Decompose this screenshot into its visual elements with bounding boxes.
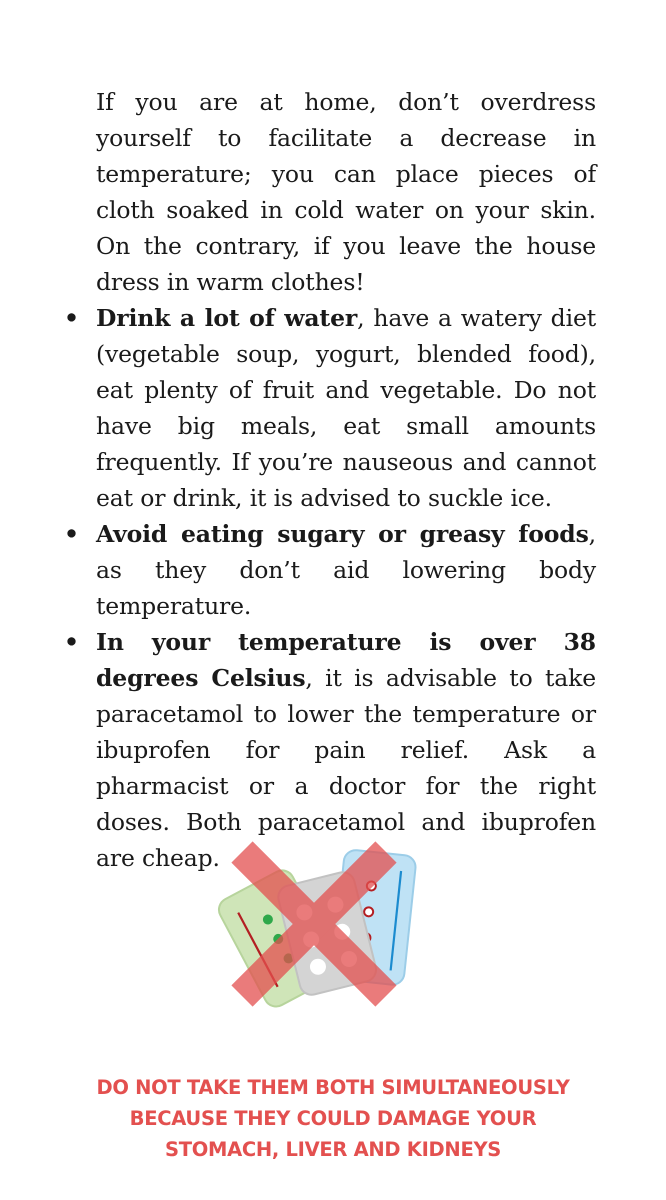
body-text bbox=[64, 84, 596, 876]
crossed-out-medicine-packs-icon bbox=[210, 838, 420, 1008]
bullet-text: , it is advisable to take paracetamol to lower the temperature or ibuprofen for pain relief. Ask a pharmacist or a doctor for the right doses. Both paracetamol and ibuprofen are cheap. bbox=[96, 664, 596, 872]
bullet-icon: • bbox=[64, 520, 79, 548]
bullet-text: , have a watery diet (vegetable soup, yogurt, blended food), eat plenty of fruit and vegetable. Do not have big meals, eat small amounts frequently. If you’re nauseous and cannot eat or drink, it is advised to suckle ice. bbox=[96, 304, 596, 512]
warning-line-2: BECAUSE THEY COULD DAMAGE YOUR bbox=[129, 1107, 537, 1130]
bullet-icon: • bbox=[64, 628, 79, 656]
list-item bbox=[64, 516, 596, 624]
advice-list bbox=[64, 300, 596, 876]
warning-text bbox=[20, 1072, 646, 1165]
warning-line-1: DO NOT TAKE THEM BOTH SIMULTANEOUSLY bbox=[96, 1076, 570, 1099]
bullet-heading: Drink a lot of water bbox=[96, 304, 358, 332]
bullet-heading: In your temperature is over 38 degrees Celsius bbox=[96, 628, 596, 692]
warning-line-3: STOMACH, LIVER AND KIDNEYS bbox=[164, 1138, 502, 1161]
bullet-text: , as they don’t aid lowering body temperature. bbox=[96, 520, 596, 620]
list-item bbox=[64, 300, 596, 516]
bullet-heading: Avoid eating sugary or greasy foods bbox=[96, 520, 589, 548]
intro-paragraph: If you are at home, don’t overdress yourself to facilitate a decrease in temperature; you can place pieces of cloth soaked in cold water on your skin. On the contrary, if you leave the house dress in warm clothes! bbox=[96, 88, 596, 296]
bullet-icon: • bbox=[64, 304, 79, 332]
